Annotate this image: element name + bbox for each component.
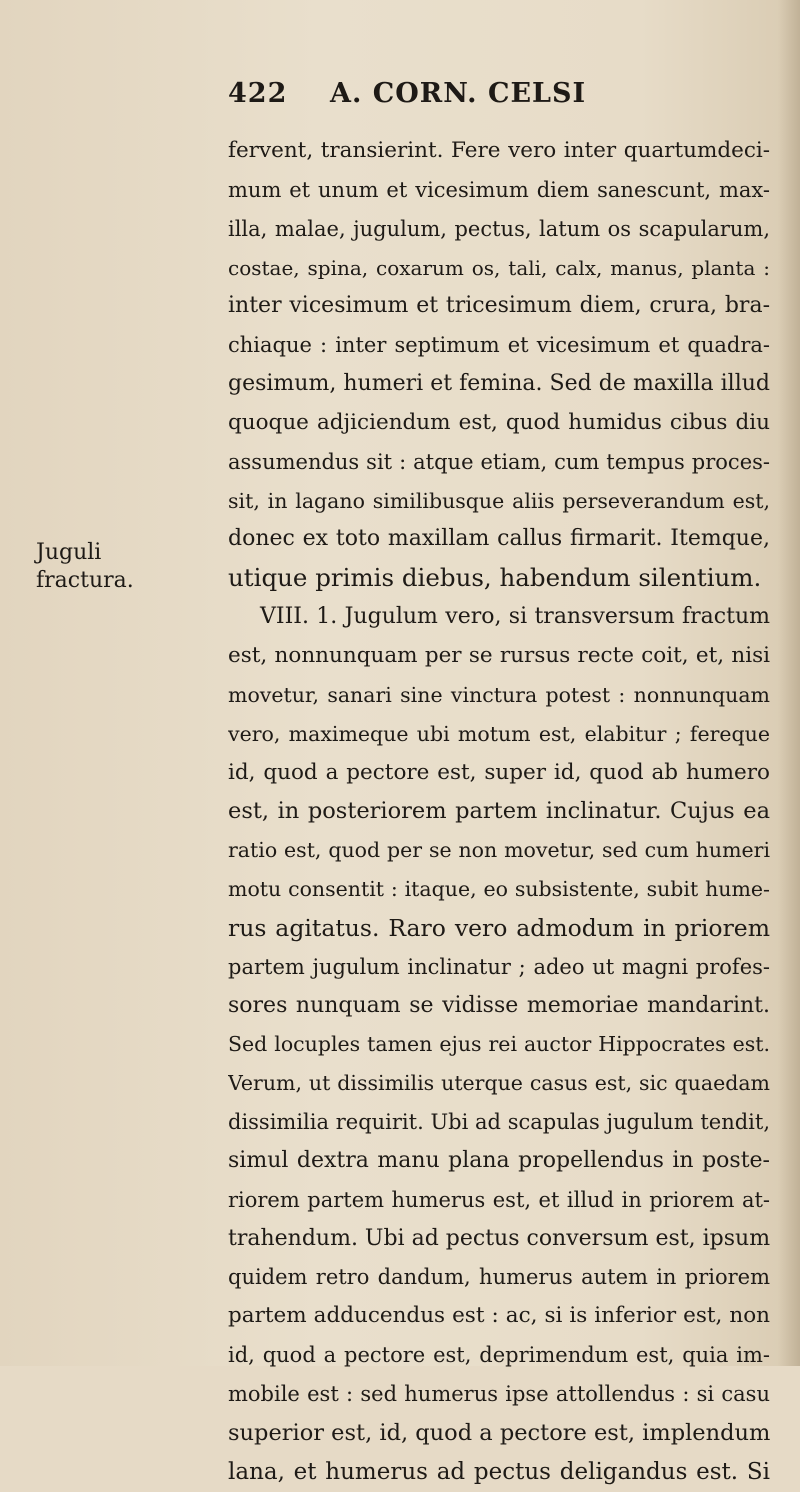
text-line: illa, malae, jugulum, pectus, latum os scapularum, [228,216,770,241]
text-line: vero, maximeque ubi motum est, elabitur ; fereque [228,721,770,746]
text-line: est, nonnunquam per se rursus recte coit, et, nisi [228,642,770,668]
text-line: mobile est : sed humerus ipse attollendus : si casu [228,1382,770,1406]
text-line: partem jugulum inclinatur ; adeo ut magni profes- [228,954,770,979]
text-line: inter vicesimum et tricesimum diem, crura, bra- [228,293,770,319]
body-text [228,132,770,1492]
text-line: rus agitatus. Raro vero admodum in priorem [228,913,770,942]
page-number: 422 [228,78,288,109]
text-line: id, quod a pectore est, super id, quod ab humero [228,759,770,785]
text-line: simul dextra manu plana propellendus in poste- [228,1147,770,1173]
text-line: sores nunquam se vidisse memoriae mandarint. [228,992,770,1018]
text-line: partem adducendus est : ac, si is inferior est, non [228,1303,770,1329]
text-line: Verum, ut dissimilis uterque casus est, sic quaedam [228,1071,770,1096]
margin-note [36,539,166,595]
text-line: costae, spina, coxarum os, tali, calx, manus, planta : [228,255,770,280]
running-head: A. CORN. CELSI [330,78,587,109]
text-line: gesimum, humeri et femina. Sed de maxilla illud [228,371,770,397]
text-line: riorem partem humerus est, et illud in priorem at- [228,1187,770,1212]
margin-note-line: fractura. [36,568,134,593]
text-line: est, in posteriorem partem inclinatur. Cujus ea [228,798,770,825]
text-line: chiaque : inter septimum et vicesimum et quadra- [228,333,770,358]
page-header [228,74,748,114]
text-line: quoque adjiciendum est, quod humidus cibus diu [228,409,770,435]
margin-note-line: Juguli [36,540,102,565]
text-line: quidem retro dandum, humerus autem in priorem [228,1265,770,1290]
text-line: superior est, id, quod a pectore est, implendum [228,1419,770,1446]
text-line: assumendus sit : atque etiam, cum tempus proces- [228,449,770,474]
text-line: sit, in lagano similibusque aliis perseverandum est, [228,488,770,513]
text-line: movetur, sanari sine vinctura potest : nonnunquam [228,682,770,707]
text-line: mum et unum et vicesimum diem sanescunt, max- [228,177,770,202]
text-line: lana, et humerus ad pectus deligandus est. Si [228,1458,770,1485]
text-line: motu consentit : itaque, eo subsistente, subit hume- [228,877,770,902]
text-line: trahendum. Ubi ad pectus conversum est, ipsum [228,1225,770,1251]
text-line: fervent, transierint. Fere vero inter quartumdeci- [228,138,770,163]
text-line: id, quod a pectore est, deprimendum est, quia im- [228,1343,770,1368]
text-line: ratio est, quod per se non movetur, sed cum humeri [228,838,770,863]
text-line: Sed locuples tamen ejus rei auctor Hippocrates est. [228,1032,770,1057]
text-line: dissimilia requirit. Ubi ad scapulas jugulum tendit, [228,1110,770,1135]
page-edge-shadow [778,0,800,1366]
text-line: donec ex toto maxillam callus firmarit. Itemque, [228,526,770,552]
text-line: utique primis diebus, habendum silentium. [228,563,762,593]
text-line: VIII. 1. Jugulum vero, si transversum fractum [260,604,770,630]
